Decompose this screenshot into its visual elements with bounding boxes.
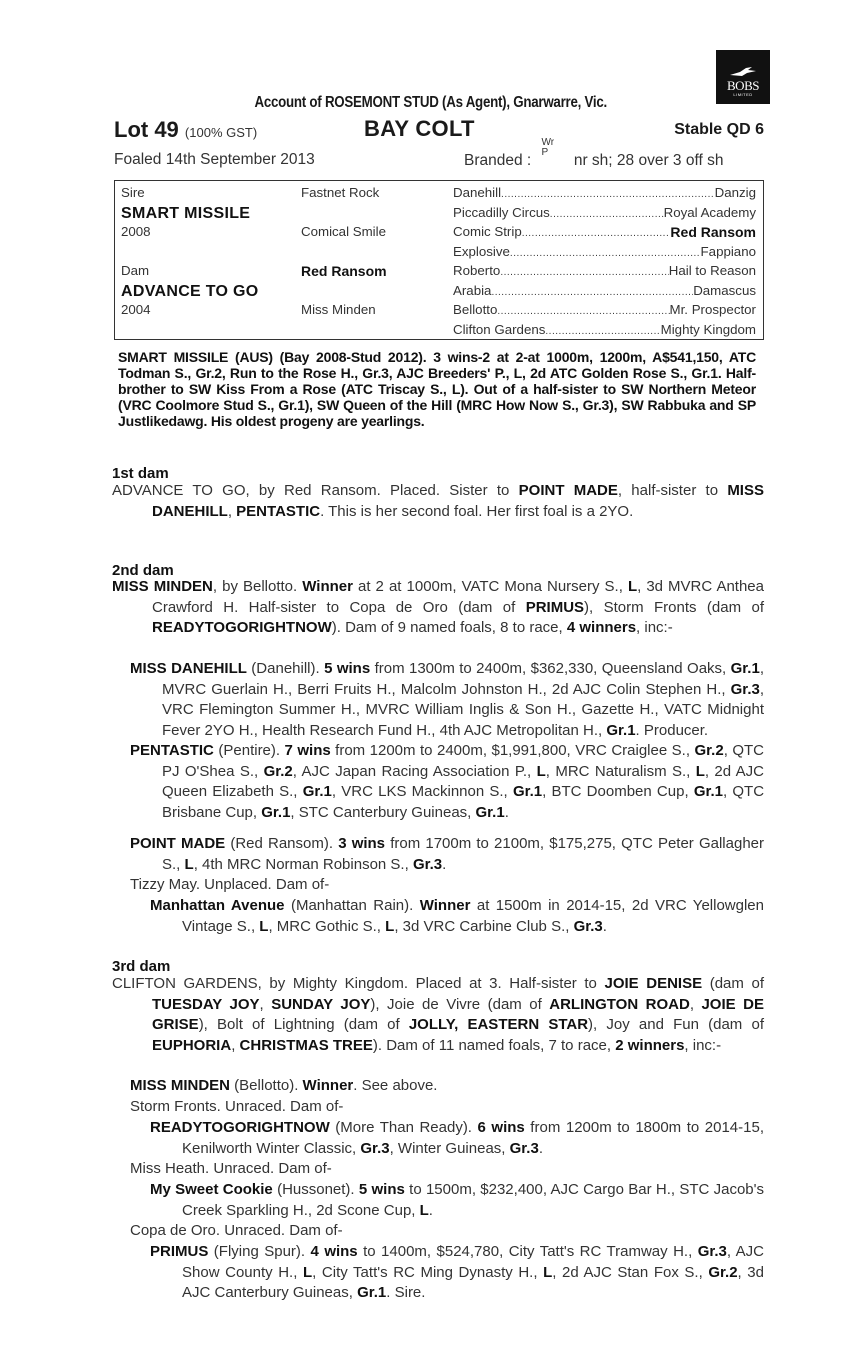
text: from 1200m to 1800m to 2014-15, Kenilworth Winter Classic,	[182, 1119, 764, 1157]
text: ,	[231, 1036, 240, 1054]
great-grandparent	[453, 244, 756, 259]
bold-name: Gr.3	[730, 680, 760, 698]
text: at 2 at 1000m, VATC Mona Nursery S.,	[352, 578, 628, 595]
text: to 1500m, $232,400, AJC Cargo Bar H., STC Jacob's Creek Sparkling H., 2d Scone Cup,	[182, 1181, 764, 1219]
stable-location: Stable QD 6	[674, 121, 764, 138]
bold-name: PRIMUS	[525, 598, 585, 616]
text: ,	[259, 995, 272, 1013]
second-dam-main	[112, 577, 764, 639]
great-grandparent	[453, 224, 756, 240]
ggp-name: Bellotto	[453, 302, 498, 317]
text: . Producer.	[635, 721, 709, 739]
bold-name: Winner	[419, 897, 471, 914]
text: . This is her second foal. Her first foal is a 2YO.	[320, 502, 634, 520]
bold-name: L	[259, 917, 269, 935]
bold-name: Gr.3	[697, 1243, 727, 1260]
logo-name: BOBS	[727, 78, 759, 93]
text: (dam of	[702, 975, 764, 992]
text: , AJC Japan Racing Association P.,	[292, 762, 537, 780]
text: ), Joy and Fun (dam of	[588, 1016, 764, 1033]
text: , 2d AJC Queen Elizabeth S.,	[162, 762, 764, 800]
text: , VRC Flemington Summer H., MVRC William Inglis & Son H., Gazette H., VATC Midnight Fever 2YO H., Health Research Fund H., 4th AJC Metropolitan H.,	[162, 680, 764, 739]
progeny-my-sweet-cookie	[150, 1180, 764, 1221]
text: , BTC Doomben Cup,	[542, 783, 694, 800]
bold-name: Gr.2	[694, 742, 724, 759]
text: , 4th MRC Norman Robinson S.,	[193, 855, 413, 873]
ggp-sire: Red Ransom	[670, 224, 756, 240]
ggp-sire: Mighty Kingdom	[660, 321, 756, 337]
text: ,	[689, 995, 702, 1013]
text: (Manhattan Rain).	[284, 897, 420, 914]
text: , MVRC Guerlain H., Berri Fruits H., Malcolm Johnston H., 2d AJC Colin Stephen H.,	[162, 660, 764, 698]
text: (Danehill).	[246, 660, 325, 677]
foaled-date: Foaled 14th September 2013	[114, 151, 315, 168]
sire-label: Sire	[121, 185, 145, 200]
third-dam-heading: 3rd dam	[112, 958, 171, 975]
text: ,	[227, 502, 237, 520]
text: .	[538, 1139, 543, 1157]
text: . See above.	[353, 1077, 438, 1094]
bold-name: POINT MADE	[130, 835, 226, 852]
bold-name: 6 wins	[477, 1119, 525, 1136]
bold-name: 4 winners	[566, 619, 637, 636]
great-grandparent	[453, 263, 756, 278]
bold-name: JOIE DE GRISE	[152, 995, 764, 1033]
second-dam-heading: 2nd dam	[112, 562, 174, 579]
brand-bottom: P	[541, 147, 549, 158]
bold-name: Gr.3	[509, 1139, 539, 1157]
bold-name: MISS MINDEN	[112, 578, 213, 595]
text: , QTC PJ O'Shea S.,	[162, 742, 764, 780]
progeny-miss-danehill	[130, 659, 764, 741]
ggp-name: Clifton Gardens	[453, 321, 546, 337]
bold-name: My Sweet Cookie	[150, 1181, 273, 1198]
progeny-primus	[150, 1242, 764, 1304]
ggp-name: Arabia	[453, 282, 492, 298]
ggp-sire: Hail to Reason	[668, 263, 756, 278]
brand-mark	[538, 137, 560, 165]
text: , Winter Guineas,	[389, 1139, 510, 1157]
great-grandparent	[453, 283, 756, 298]
bold-name: L	[184, 855, 194, 873]
text: , City Tatt's RC Ming Dynasty H.,	[312, 1263, 544, 1281]
text: from 1700m to 2100m, $175,275, QTC Peter Gallagher S.,	[162, 835, 764, 873]
text: , MRC Gothic S.,	[268, 917, 386, 935]
bold-name: L	[543, 1263, 553, 1281]
bold-name: ARLINGTON ROAD	[549, 995, 690, 1013]
text: (Pentire).	[213, 742, 285, 759]
ggp-name: Roberto	[453, 263, 501, 278]
text: ), Joie de Vivre (dam of	[370, 995, 550, 1013]
bold-name: JOIE DENISE	[604, 975, 703, 992]
great-grandparent	[453, 205, 756, 220]
bold-name: Gr.1	[357, 1284, 387, 1301]
bold-name: L	[627, 578, 638, 595]
bold-name: Winner	[302, 1077, 354, 1094]
text: CLIFTON GARDENS, by Mighty Kingdom. Placed at 3. Half-sister to	[112, 975, 605, 992]
bold-name: L	[536, 762, 546, 780]
pedigree-row	[115, 283, 763, 303]
progeny-miss-heath: Miss Heath. Unraced. Dam of-	[130, 1160, 332, 1177]
bold-name: Gr.1	[261, 803, 291, 821]
text: from 1300m to 2400m, $362,330, Queensland Oaks,	[370, 660, 731, 677]
text: to 1400m, $524,780, City Tatt's RC Tramway H.,	[357, 1243, 698, 1260]
third-dam-main	[112, 974, 764, 1056]
text: , 2d AJC Stan Fox S.,	[552, 1263, 709, 1281]
progeny-tizzy-may: Tizzy May. Unplaced. Dam of-	[130, 876, 330, 893]
great-grandparent	[453, 322, 756, 337]
bold-name: L	[419, 1201, 429, 1219]
pedigree-table	[114, 180, 764, 340]
bold-name: Gr.2	[263, 762, 293, 780]
lot-number	[114, 117, 257, 143]
bold-name: JOLLY, EASTERN STAR	[408, 1016, 589, 1033]
bold-name: Gr.2	[708, 1263, 738, 1281]
pedigree-row	[115, 244, 763, 264]
bold-name: TUESDAY JOY	[152, 995, 260, 1013]
text: .	[602, 917, 607, 935]
bold-name: Gr.1	[730, 660, 760, 677]
text: , VRC LKS Mackinnon S.,	[331, 783, 513, 800]
text: , QTC Brisbane Cup,	[162, 783, 765, 821]
text: (Hussonet).	[272, 1181, 359, 1198]
bold-name: READYTOGORIGHTNOW	[150, 1119, 330, 1136]
text: .	[428, 1201, 433, 1219]
ggp-sire: Royal Academy	[663, 204, 756, 220]
first-dam-text	[112, 481, 764, 522]
progeny-pentastic	[130, 741, 764, 823]
text: .	[504, 803, 509, 821]
bold-name: L	[385, 917, 395, 935]
lot-label: Lot 49	[114, 117, 179, 142]
text: at 1500m in 2014-15, 2d VRC Yellowglen Vintage S.,	[182, 897, 764, 935]
pedigree-row	[115, 205, 763, 225]
bold-name: Gr.3	[412, 855, 443, 873]
bold-name: L	[302, 1263, 313, 1281]
ggp-name: Comic Strip	[453, 224, 522, 239]
progeny-storm-fronts: Storm Fronts. Unraced. Dam of-	[130, 1098, 344, 1115]
bold-name: POINT MADE	[518, 482, 618, 499]
vendor-account: Account of ROSEMONT STUD (As Agent), Gnarwarre, Vic.	[254, 94, 607, 111]
text: from 1200m to 2400m, $1,991,800, VRC Craiglee S.,	[330, 742, 695, 759]
progeny-manhattan-avenue	[150, 896, 764, 937]
text: , MRC Naturalism S.,	[545, 762, 696, 780]
bold-name: PENTASTIC	[130, 742, 214, 759]
text: (Red Ransom).	[225, 835, 339, 852]
branded-label: Branded :	[464, 152, 532, 169]
text: ). Dam of 9 named foals, 8 to race,	[331, 619, 567, 636]
dam-name: ADVANCE TO GO	[121, 282, 259, 300]
progeny-miss-minden	[130, 1076, 764, 1097]
text: , AJC Show County H.,	[182, 1243, 764, 1281]
bold-name: L	[695, 762, 705, 780]
progeny-readytogorightnow	[150, 1118, 764, 1159]
text: , 3d MVRC Anthea Crawford H. Half-sister to Copa de Oro (dam of	[152, 578, 764, 616]
gst-note: (100% GST)	[184, 125, 258, 140]
text: (More Than Ready).	[329, 1119, 478, 1136]
great-grandparent	[453, 302, 756, 317]
ggp-name: Piccadilly Circus	[453, 204, 550, 220]
text: (Flying Spur).	[208, 1243, 311, 1260]
pedigree-row	[115, 322, 763, 342]
ggp-name: Explosive	[453, 243, 510, 259]
pedigree-row	[115, 224, 763, 244]
text: ADVANCE TO GO, by Red Ransom. Placed. Sister to	[112, 482, 519, 499]
text: , by Bellotto.	[212, 578, 303, 595]
pedigree-row	[115, 263, 763, 283]
first-dam-heading: 1st dam	[112, 465, 169, 482]
bold-name: Manhattan Avenue	[150, 897, 285, 914]
bold-name: CHRISTMAS TREE	[239, 1036, 373, 1054]
bold-name: SUNDAY JOY	[271, 995, 371, 1013]
text: ), Storm Fronts (dam of	[584, 598, 764, 616]
bold-name: Gr.1	[512, 783, 543, 800]
sire-summary: SMART MISSILE (AUS) (Bay 2008-Stud 2012). 3 wins-2 at 2-at 1000m, 1200m, A$541,150, ATC Todman S., Gr.2, Run to the Rose H., Gr.3, AJC Breeders' P., L, 2d ATC Golden Rose S., Gr.1. Half-brother to SW Kiss From a Rose (ATC Triscay S., L). Out of a half-sister to SW Northern Meteor (VRC Coolmore Stud S., Gr.1), SW Queen of the Hill (MRC How Now S., Gr.3), SW Rabbuka and SP Justlikedawg. His oldest progeny are yearlings.	[118, 349, 756, 429]
bold-name: MISS DANEHILL	[130, 660, 247, 677]
text: , inc:-	[684, 1036, 722, 1054]
text: (Bellotto).	[230, 1077, 303, 1094]
ggp-name: Danehill	[453, 185, 502, 200]
text: .	[442, 855, 447, 873]
pedigree-row	[115, 302, 763, 322]
text: . Sire.	[386, 1284, 426, 1301]
colour-sex: BAY COLT	[364, 116, 475, 141]
bold-name: Gr.1	[475, 803, 505, 821]
sire-dam: Comical Smile	[301, 224, 386, 239]
ggp-sire: Fappiano	[700, 243, 756, 259]
bold-name: EUPHORIA	[152, 1036, 232, 1054]
branded-info	[464, 137, 724, 170]
ggp-sire: Danzig	[714, 185, 756, 200]
bold-name: READYTOGORIGHTNOW	[152, 619, 332, 636]
text: ), Bolt of Lightning (dam of	[198, 1016, 409, 1033]
bold-name: 7 wins	[284, 742, 331, 759]
dam-dam: Miss Minden	[301, 302, 376, 317]
sire-sire: Fastnet Rock	[301, 185, 380, 200]
logo-sub: LIMITED	[733, 92, 753, 97]
ggp-sire: Mr. Prospector	[669, 302, 756, 317]
bold-name: Gr.3	[573, 917, 603, 935]
bold-name: 5 wins	[358, 1181, 405, 1198]
ggp-sire: Damascus	[693, 282, 756, 298]
progeny-point-made	[130, 834, 764, 875]
progeny-copa-de-oro: Copa de Oro. Unraced. Dam of-	[130, 1222, 343, 1239]
text: , half-sister to	[617, 482, 728, 499]
bold-name: 5 wins	[324, 660, 371, 677]
bold-name: 2 winners	[615, 1036, 685, 1054]
sire-year: 2008	[121, 224, 151, 239]
sire-name: SMART MISSILE	[121, 204, 251, 222]
bold-name: MISS MINDEN	[130, 1077, 231, 1094]
pedigree-row	[115, 185, 763, 205]
text: , STC Canterbury Guineas,	[290, 803, 476, 821]
dam-year: 2004	[121, 302, 151, 317]
great-grandparent	[453, 185, 756, 200]
bold-name: MISS DANEHILL	[152, 482, 764, 520]
brand-top: Wr	[541, 137, 555, 148]
bold-name: Gr.1	[302, 783, 332, 800]
bold-name: Winner	[302, 578, 353, 595]
text: , 3d AJC Canterbury Guineas,	[182, 1263, 764, 1301]
bird-logo-icon	[728, 66, 758, 78]
dam-sire: Red Ransom	[301, 263, 387, 279]
bold-name: PENTASTIC	[236, 502, 321, 520]
bold-name: PRIMUS	[150, 1243, 209, 1260]
bold-name: Gr.3	[360, 1139, 390, 1157]
branded-detail: nr sh; 28 over 3 off sh	[573, 152, 724, 169]
text: ). Dam of 11 named foals, 7 to race,	[372, 1036, 616, 1054]
bold-name: 3 wins	[338, 835, 386, 852]
bold-name: Gr.1	[606, 721, 636, 739]
bold-name: 4 wins	[310, 1243, 358, 1260]
text: , 3d VRC Carbine Club S.,	[394, 917, 574, 935]
dam-label: Dam	[121, 263, 150, 278]
bold-name: Gr.1	[693, 783, 723, 800]
text: , inc:-	[636, 619, 673, 636]
